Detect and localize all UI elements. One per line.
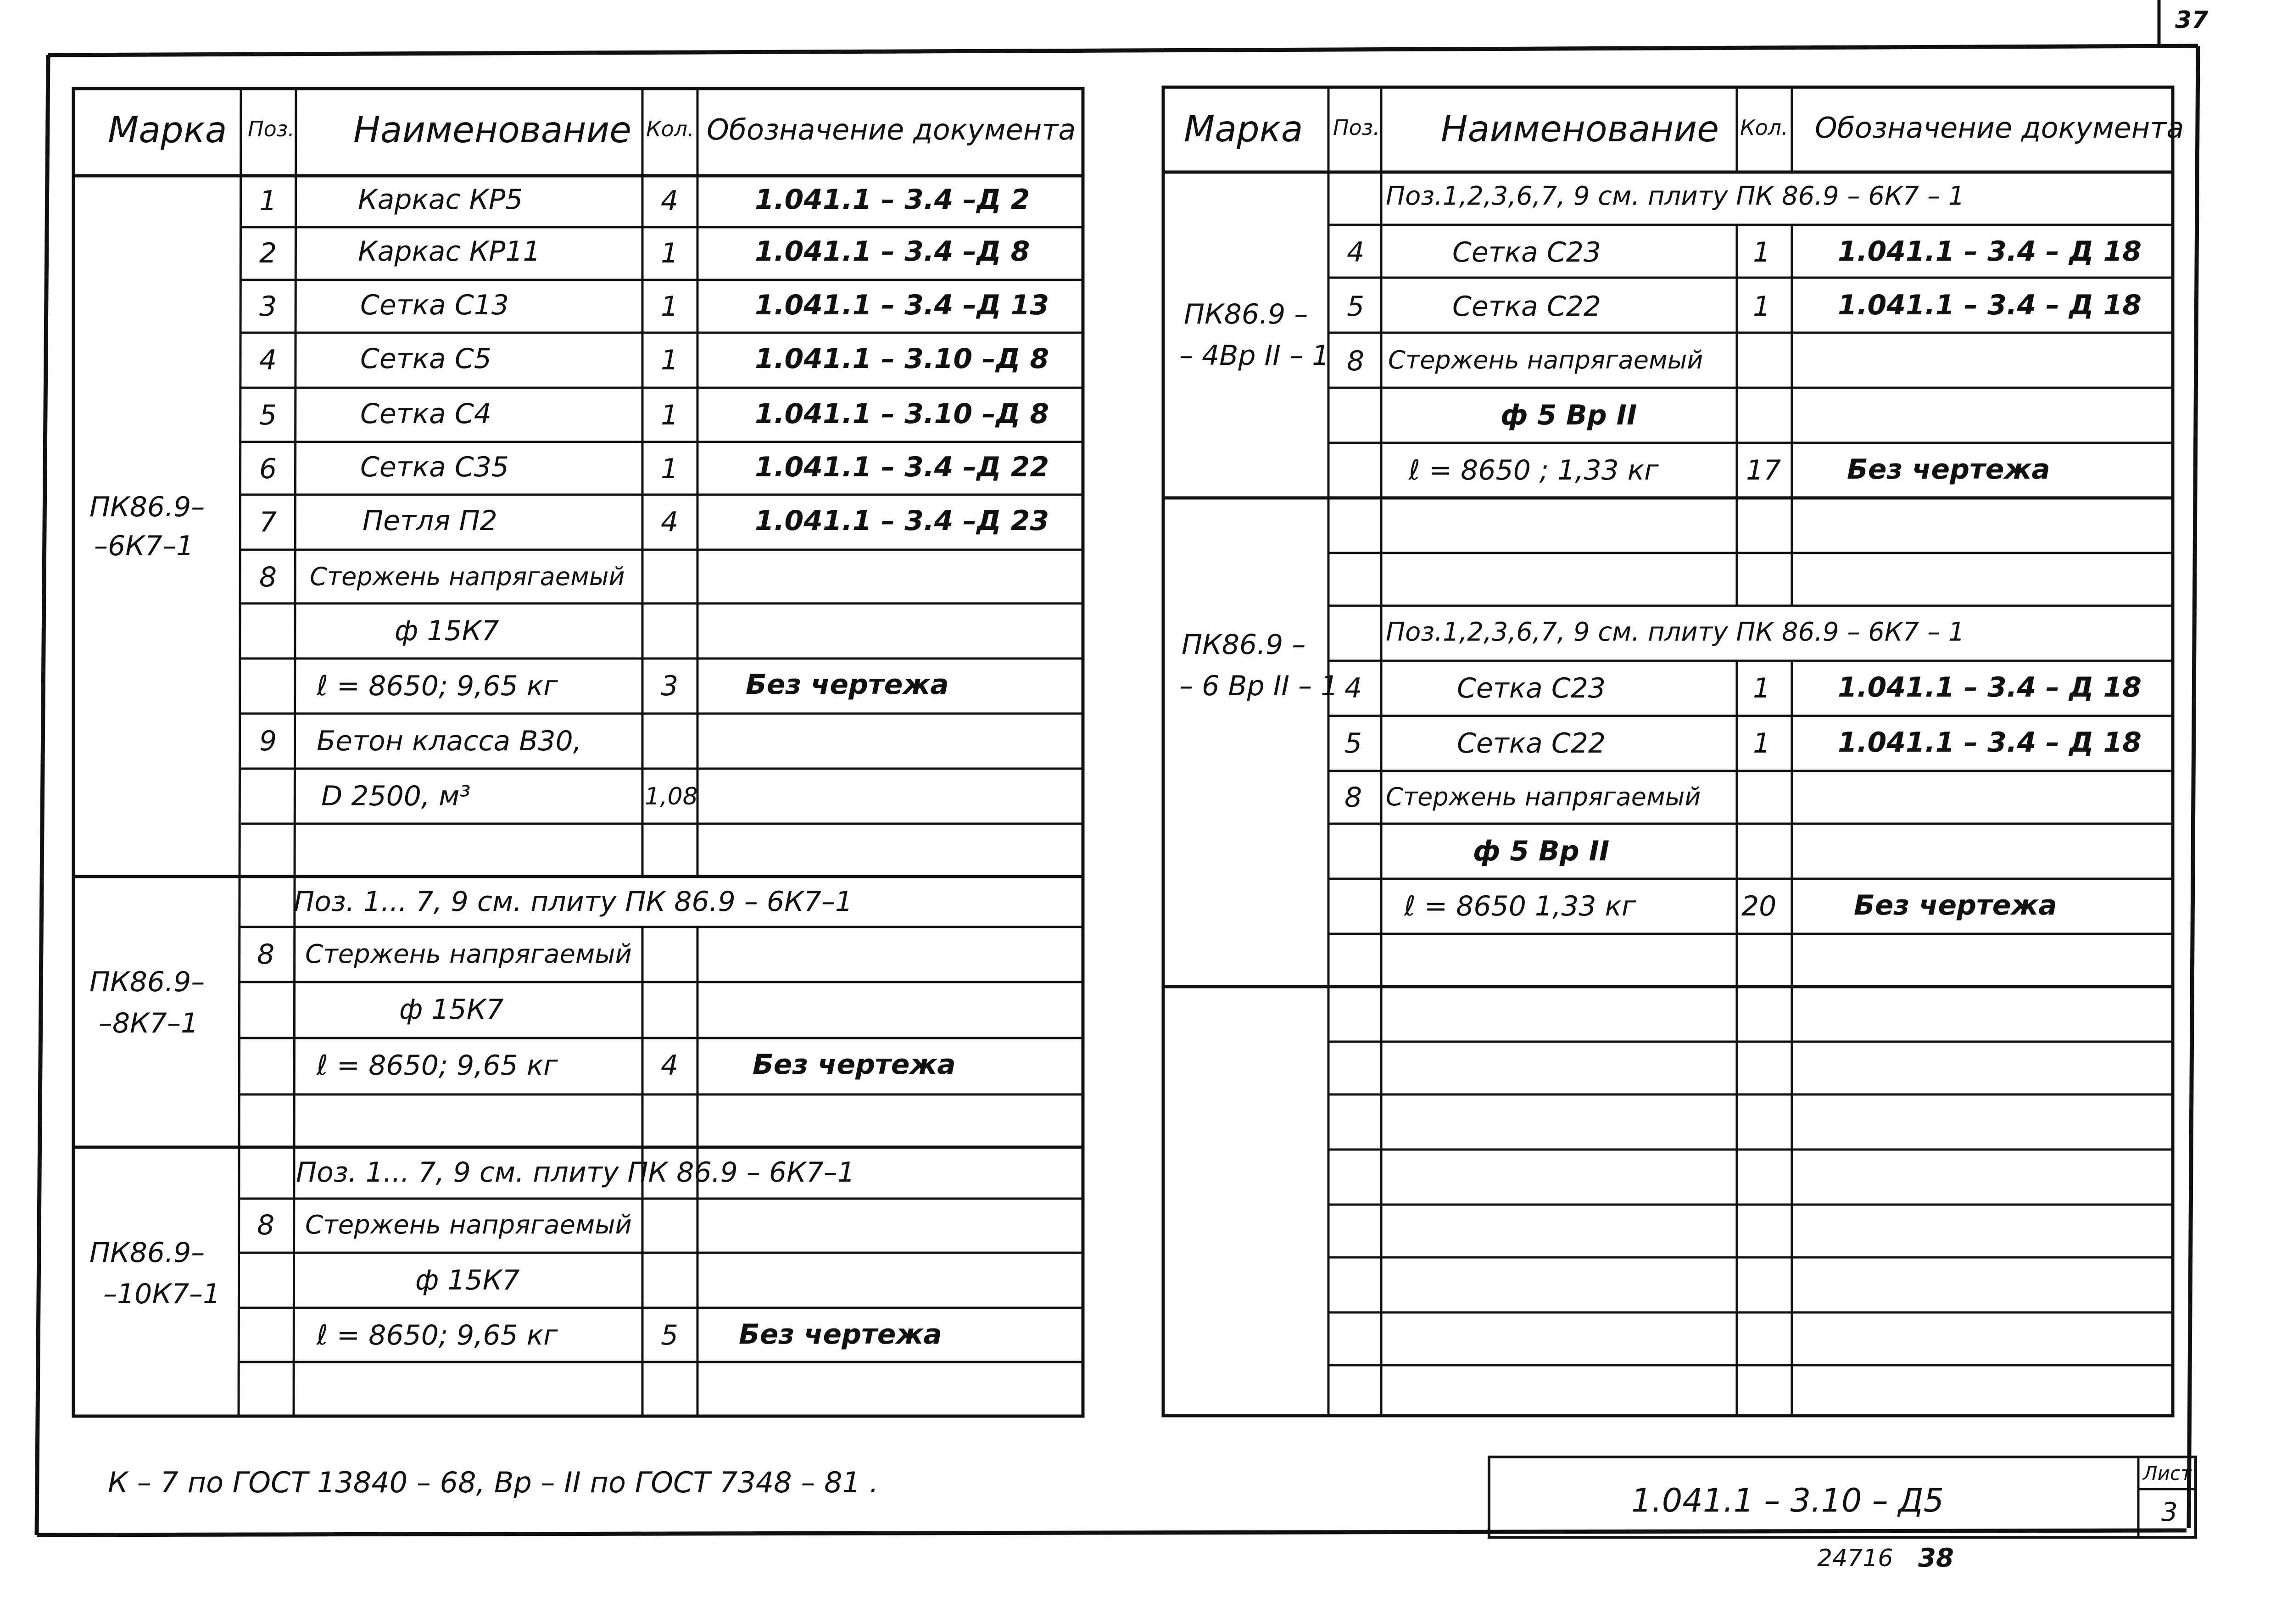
row-name: ℓ = 8650 1,33 кг: [1404, 890, 1636, 922]
group1-note: Поз.1,2,3,6,7, 9 см. плиту ПК 86.9 – 6К7 – 1: [1386, 181, 1965, 211]
header-pos: Поз.: [248, 117, 295, 141]
row-qty: 1: [661, 453, 679, 485]
row-doc: 1.041.1 – 3.10 –Д 8: [755, 398, 1049, 430]
row-name: Сетка С22: [1457, 727, 1606, 759]
group3-doc: Без чертежа: [739, 1318, 942, 1351]
row-doc: 1.041.1 – 3.4 – Д 18: [1838, 671, 2142, 703]
row-name: D 2500, м³: [321, 780, 471, 812]
row-qty: 1: [661, 290, 679, 323]
group2-mark-line1: ПК86.9 –: [1182, 629, 1306, 661]
group1-mark-line2: –6К7–1: [94, 530, 194, 562]
row-name: Сетка С5: [360, 343, 491, 375]
group3-row2: ф 15К7: [415, 1264, 520, 1296]
row-name: ф 5 Вр II: [1500, 399, 1637, 431]
row-qty: 1: [661, 237, 679, 269]
header-mark: Марка: [108, 110, 227, 151]
row-doc: Без чертежа: [1847, 453, 2050, 486]
group2-note: Поз.1,2,3,6,7, 9 см. плиту ПК 86.9 – 6К7 – 1: [1386, 617, 1965, 647]
row-qty: 3: [661, 670, 679, 702]
row-doc: 1.041.1 – 3.4 –Д 23: [755, 505, 1049, 537]
header-name: Наименование: [353, 110, 632, 151]
row-doc: 1.041.1 – 3.4 –Д 13: [755, 289, 1049, 321]
row-name: Сетка С13: [360, 289, 509, 321]
row-qty: 1: [661, 344, 679, 376]
group2-mark-line2: – 6 Вр II – 1: [1179, 670, 1339, 702]
group1-mark-line1: ПК86.9–: [89, 491, 205, 523]
row-pos: 4: [1344, 672, 1362, 704]
row-qty: 1: [1753, 290, 1771, 323]
group3-row1: Стержень напрягаемый: [305, 1210, 632, 1240]
row-pos: 9: [259, 725, 277, 757]
group1-mark-line2: – 4Вр II – 1: [1179, 340, 1330, 372]
row-name: ℓ = 8650; 9,65 кг: [317, 670, 558, 702]
header-doc: Обозначение документа: [1815, 111, 2184, 145]
row-qty: 1: [1753, 672, 1771, 704]
header-doc: Обозначение документа: [707, 113, 1076, 146]
row-qty: 4: [661, 506, 679, 538]
row-name: Стержень напрягаемый: [310, 562, 625, 591]
row-name: Сетка С4: [360, 398, 491, 430]
document-code: 1.041.1 – 3.10 – Д5: [1631, 1482, 1944, 1519]
group3-mark-line1: ПК86.9–: [89, 1237, 205, 1269]
footnote: К – 7 по ГОСТ 13840 – 68, Вр – II по ГОСТ 7348 – 81 .: [108, 1466, 879, 1499]
row-doc: 1.041.1 – 3.4 –Д 22: [755, 451, 1049, 483]
row-name: Сетка С35: [360, 451, 509, 483]
row-qty: 1: [1753, 727, 1771, 759]
row-name: Каркас КР11: [358, 235, 541, 268]
row-doc: 1.041.1 – 3.4 – Д 18: [1838, 726, 2142, 759]
row-pos: 4: [259, 344, 277, 376]
archive-number: 24716: [1817, 1545, 1893, 1572]
row-qty: 20: [1741, 890, 1777, 922]
row-pos: 5: [1344, 727, 1362, 759]
group2-note: Поз. 1... 7, 9 см. плиту ПК 86.9 – 6К7–1: [294, 886, 853, 918]
header-name: Наименование: [1441, 109, 1719, 150]
sheet-label: Лист: [2143, 1462, 2192, 1484]
row-pos: 5: [259, 399, 277, 431]
row-qty: 1: [661, 399, 679, 431]
row-pos: 5: [1347, 290, 1365, 323]
archive-page: 38: [1918, 1543, 1954, 1573]
row-name: Каркас КР5: [358, 184, 523, 216]
row-name: Стержень напрягаемый: [1388, 346, 1703, 374]
row-pos: 6: [259, 453, 277, 485]
row-name: Петля П2: [363, 505, 497, 537]
row-pos: 1: [259, 185, 277, 217]
page-number: 37: [2175, 6, 2209, 34]
row-name: ℓ = 8650 ; 1,33 кг: [1409, 454, 1659, 486]
row-qty: 17: [1746, 454, 1781, 486]
row-name: Сетка С22: [1452, 290, 1601, 323]
group2-mark-line1: ПК86.9–: [89, 966, 205, 998]
row-pos: 3: [259, 290, 277, 323]
row-name: ф 5 Вр II: [1473, 835, 1610, 867]
row-pos: 8: [1347, 345, 1365, 377]
row-qty: 1: [1753, 236, 1771, 268]
row-qty: 1,08: [645, 783, 698, 810]
group2-row1: Стержень напрягаемый: [305, 939, 632, 969]
row-name: ф 15К7: [395, 615, 499, 647]
group1-mark-line1: ПК86.9 –: [1184, 298, 1308, 330]
row-doc: 1.041.1 – 3.4 –Д 2: [755, 184, 1030, 216]
row-pos: 8: [1344, 781, 1362, 814]
header-mark: Марка: [1184, 109, 1303, 150]
group2-row3: ℓ = 8650; 9,65 кг: [317, 1049, 558, 1082]
group2-pos: 8: [257, 938, 275, 971]
group3-pos: 8: [257, 1209, 275, 1241]
row-pos: 7: [259, 506, 277, 538]
row-name: Бетон класса В30,: [317, 725, 582, 757]
group3-qty: 5: [661, 1319, 679, 1351]
sheet-number: 3: [2161, 1497, 2178, 1527]
row-doc: Без чертежа: [746, 669, 949, 701]
group3-row3: ℓ = 8650; 9,65 кг: [317, 1319, 558, 1351]
row-doc: Без чертежа: [1854, 889, 2057, 921]
row-pos: 4: [1347, 236, 1365, 268]
row-pos: 2: [259, 237, 277, 269]
group3-mark-line2: –10К7–1: [103, 1278, 221, 1310]
row-name: Сетка С23: [1452, 236, 1601, 268]
group3-note: Поз. 1... 7, 9 см. плиту ПК 86.9 – 6К7–1: [296, 1156, 855, 1189]
header-qty: Кол.: [1740, 115, 1788, 140]
row-pos: 8: [259, 561, 277, 593]
group2-qty: 4: [661, 1049, 679, 1082]
row-doc: 1.041.1 – 3.4 – Д 18: [1838, 289, 2142, 321]
header-qty: Кол.: [646, 117, 694, 141]
group2-doc: Без чертежа: [753, 1049, 956, 1081]
row-doc: 1.041.1 – 3.4 –Д 8: [755, 235, 1030, 268]
row-doc: 1.041.1 – 3.10 –Д 8: [755, 343, 1049, 375]
group2-mark-line2: –8К7–1: [99, 1007, 199, 1039]
header-pos: Поз.: [1333, 115, 1380, 140]
row-name: Сетка С23: [1457, 672, 1606, 704]
row-doc: 1.041.1 – 3.4 – Д 18: [1838, 235, 2142, 268]
row-qty: 4: [661, 185, 679, 217]
row-name: Стержень напрягаемый: [1386, 782, 1701, 811]
group2-row2: ф 15К7: [399, 993, 504, 1026]
